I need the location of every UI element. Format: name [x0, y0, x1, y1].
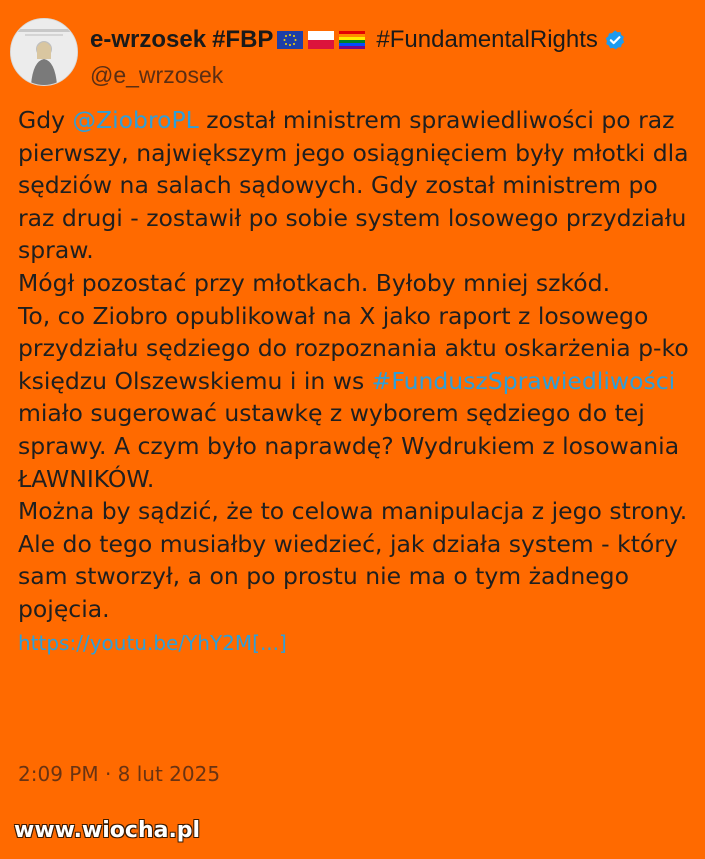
avatar-photo-icon — [11, 19, 77, 85]
poland-flag-icon — [308, 31, 334, 49]
tweet-timestamp[interactable]: 2:09 PM · 8 lut 2025 — [18, 762, 221, 786]
tweet-paragraph-2: Mógł pozostać przy młotkach. Byłoby mniej szkód. — [18, 268, 611, 297]
tweet-paragraph-4: Można by sądzić, że to celowa manipulacja z jego strony. Ale do tego musiałby wiedzieć, jak działa system - który sam stworzył, a on po prostu nie ma o tym żadnego pojęcia. — [18, 497, 688, 623]
tweet-paragraph-3 — [18, 300, 698, 496]
verified-badge-icon — [604, 29, 626, 51]
youtube-link[interactable]: https://youtu.be/YhY2M[...] — [18, 630, 287, 655]
mention-link[interactable]: @ZiobroPL — [72, 106, 199, 134]
author-name-row[interactable] — [90, 26, 626, 54]
tweet-text-segment: To, co Ziobro opublikował na X jako raport z losowego przydziału sędziego do rozpoznania aktu oskarżenia p-ko księdzu Olszewskiemu i in ws — [18, 301, 689, 395]
tweet-header — [10, 18, 700, 98]
hashtag-link[interactable]: #FunduszSprawiedliwości — [371, 366, 676, 395]
avatar[interactable] — [10, 18, 78, 86]
watermark: www.wiocha.pl — [14, 818, 201, 843]
tweet-text-segment: Gdy — [18, 106, 73, 134]
author-handle[interactable]: @e_wrzosek — [90, 62, 224, 88]
tweet-text — [18, 104, 698, 659]
tweet-text-segment: został ministrem sprawiedliwości po raz pierwszy, największym jego osiągnięciem były młotki dla sędziów na salach sądowych. Gdy został ministrem po raz drugi - zostawił po sobie system losowego przydziału spraw. — [18, 106, 689, 265]
tweet-paragraph-1 — [18, 104, 698, 267]
rainbow-flag-icon — [339, 31, 365, 49]
tweet-text-segment: miało sugerować ustawkę z wyborem sędziego do tej sprawy. A czym było naprawdę? Wydrukiem z losowania ŁAWNIKÓW. — [18, 399, 680, 493]
author-name[interactable]: e-wrzosek — [90, 26, 207, 53]
eu-flag-icon — [277, 31, 303, 49]
author-hashtag-rights: #FundamentalRights — [376, 26, 598, 53]
author-hashtag-fbp: #FBP — [212, 26, 274, 53]
